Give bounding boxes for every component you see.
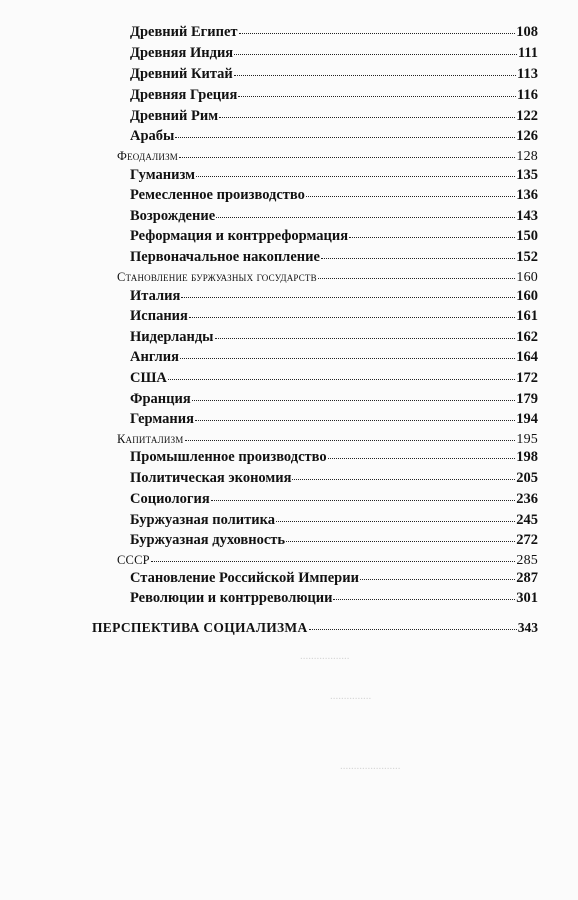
toc-entry-title: Арабы	[130, 128, 175, 144]
toc-section[interactable]	[117, 149, 538, 165]
toc-part-page: 343	[517, 620, 538, 635]
dot-leader	[211, 500, 516, 501]
dot-leader	[286, 541, 515, 542]
toc-entry-title: Древняя Греция	[130, 87, 238, 103]
toc-entry-title: Древний Рим	[130, 108, 219, 124]
toc-entry[interactable]	[130, 590, 538, 607]
toc-section-page: 285	[516, 553, 538, 568]
toc-entry-title: Древняя Индия	[130, 45, 234, 61]
toc-entry[interactable]	[130, 391, 538, 408]
toc-entry-title: Возрождение	[130, 208, 216, 224]
toc-entry-title: Гуманизм	[130, 167, 195, 183]
dot-leader	[328, 458, 516, 459]
toc-entry-title: Буржуазная политика	[130, 512, 276, 528]
toc-entry-page: 143	[516, 208, 538, 224]
toc-entry-page: 245	[516, 512, 538, 528]
toc-section[interactable]	[117, 432, 538, 448]
toc-entry[interactable]	[130, 87, 538, 104]
toc-entry-page: 205	[516, 470, 538, 486]
dot-leader	[179, 157, 515, 158]
toc-entry-page: 126	[516, 128, 538, 144]
toc-entry-page: 135	[516, 167, 538, 183]
toc-entry[interactable]	[130, 24, 538, 41]
toc-entry-title: Революции и контрреволюции	[130, 590, 333, 606]
toc-entry[interactable]	[130, 411, 538, 428]
toc-entry-title: Нидерланды	[130, 329, 214, 345]
toc-entry[interactable]	[130, 187, 538, 204]
toc-entry-page: 179	[516, 391, 538, 407]
toc-section-title: Становление буржуазных государств	[117, 270, 317, 284]
toc-entry[interactable]	[130, 288, 538, 305]
toc-entry[interactable]	[130, 167, 538, 184]
toc-section-title: Капитализм	[117, 432, 184, 446]
toc-entry[interactable]	[130, 208, 538, 225]
toc-entry-page: 172	[516, 370, 538, 386]
toc-section-page: 160	[516, 270, 538, 285]
toc-entry[interactable]	[130, 249, 538, 266]
dot-leader	[219, 117, 515, 118]
toc-entry[interactable]	[130, 308, 538, 325]
dot-leader	[195, 420, 515, 421]
toc-entry-title: Германия	[130, 411, 194, 427]
toc-entry-page: 150	[516, 228, 538, 244]
toc-entry-title: Буржуазная духовность	[130, 532, 286, 548]
dot-leader	[189, 317, 515, 318]
toc-entry-title: Франция	[130, 391, 191, 407]
toc-part[interactable]	[92, 620, 538, 636]
toc-entry-page: 301	[516, 590, 538, 606]
dot-leader	[276, 521, 515, 522]
dot-leader	[216, 217, 515, 218]
toc-entry[interactable]	[130, 329, 538, 346]
toc-entry-page: 272	[516, 532, 538, 548]
toc-entry[interactable]	[130, 512, 538, 529]
toc-entry[interactable]	[130, 470, 538, 487]
toc-part-title: ПЕРСПЕКТИВА СОЦИАЛИЗМА	[92, 620, 308, 635]
dot-leader	[234, 54, 517, 55]
toc-entry-page: 111	[517, 45, 538, 61]
toc-entry-title: Англия	[130, 349, 180, 365]
toc-section-page: 195	[516, 432, 538, 447]
toc-entry[interactable]	[130, 491, 538, 508]
toc-entry-title: Италия	[130, 288, 181, 304]
toc-entry-page: 108	[516, 24, 538, 40]
toc-entry-title: Социология	[130, 491, 210, 507]
dot-leader	[168, 379, 515, 380]
toc-entry[interactable]	[130, 570, 538, 587]
toc-entry-page: 152	[516, 249, 538, 265]
toc-entry-page: 161	[516, 308, 538, 324]
toc-entry-title: Древний Египет	[130, 24, 238, 40]
toc-entry-title: Реформация и контрреформация	[130, 228, 349, 244]
dot-leader	[238, 96, 516, 97]
toc-entry[interactable]	[130, 45, 538, 62]
toc-entry[interactable]	[130, 128, 538, 145]
toc-entry-page: 287	[516, 570, 538, 586]
toc-section[interactable]	[117, 270, 538, 286]
toc-entry[interactable]	[130, 532, 538, 549]
dot-leader	[196, 176, 515, 177]
toc-entry-title: Становление Российской Империи	[130, 570, 359, 586]
toc-entry-page: 136	[516, 187, 538, 203]
toc-entry[interactable]	[130, 449, 538, 466]
toc-entry-title: Древний Китай	[130, 66, 233, 82]
toc-entry-page: 236	[516, 491, 538, 507]
dot-leader	[333, 599, 515, 600]
dot-leader	[192, 400, 516, 401]
toc-entry[interactable]	[130, 370, 538, 387]
toc-entry-title: США	[130, 370, 167, 386]
toc-section-title: Феодализм	[117, 149, 178, 163]
dot-leader	[292, 479, 515, 480]
toc-entry-page: 198	[516, 449, 538, 465]
dot-leader	[185, 440, 516, 441]
toc-entry-page: 160	[516, 288, 538, 304]
dot-leader	[321, 258, 515, 259]
dot-leader	[318, 278, 516, 279]
toc-entry-title: Ремесленное производство	[130, 187, 305, 203]
toc-entry-page: 162	[516, 329, 538, 345]
toc-entry-page: 122	[516, 108, 538, 124]
dot-leader	[175, 137, 515, 138]
dot-leader	[239, 33, 516, 34]
toc-entry-title: Испания	[130, 308, 188, 324]
toc-entry-page: 116	[517, 87, 538, 103]
toc-entry[interactable]	[130, 66, 538, 83]
toc-entry-title: Политическая экономия	[130, 470, 292, 486]
dot-leader	[181, 297, 515, 298]
toc-entry[interactable]	[130, 108, 538, 125]
toc-section-title: СССР	[117, 553, 150, 567]
dot-leader	[151, 561, 516, 562]
toc-section[interactable]	[117, 553, 538, 569]
dot-leader	[349, 237, 515, 238]
dot-leader	[234, 75, 516, 76]
toc-entry-page: 194	[516, 411, 538, 427]
toc-entry-title: Промышленное производство	[130, 449, 327, 465]
dot-leader	[360, 579, 515, 580]
toc-entry-page: 164	[516, 349, 538, 365]
toc-entry-page: 113	[517, 66, 538, 82]
dot-leader	[180, 358, 515, 359]
toc-entry[interactable]	[130, 228, 538, 245]
toc-section-page: 128	[516, 149, 538, 164]
dot-leader	[215, 338, 516, 339]
toc-entry-title: Первоначальное накопление	[130, 249, 320, 265]
dot-leader	[306, 196, 515, 197]
book-page: .................. ............... ...................... Древний Египет 108 Древняя Индия 111 Древний Китай 113 Древняя Греция 116 Древний Рим 122 Арабы 126 Феодализм 128 Гуманизм 135 Ремесленное производство 136 Возрождение 143 Реформация и контрреформация 150 Первоначальное накопление 152 Становление буржуазных государств 160 Италия 160 Испания 161 Нидерланды 162 Англия 164 США 172 Франция 179 Германия 194 Капитализм 195 Промышленное производство 198 Политическая экономия 205 Социология 236 Буржуазная политика 245 Буржуазная духовность 272 СССР 285 Становление Российской Империи 287 Революции и контрреволюции 301 ПЕРСПЕКТИВА СОЦИАЛИЗМА 343	[92, 24, 538, 772]
dot-leader	[309, 629, 517, 630]
toc-entry[interactable]	[130, 349, 538, 366]
